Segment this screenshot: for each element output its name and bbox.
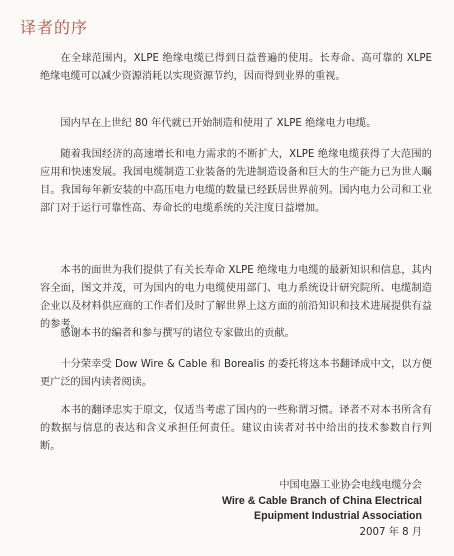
- signature-org-en-line2: Epuipment Industrial Association: [254, 510, 422, 522]
- paragraph-5: 感谢本书的编者和参与撰写的诸位专家做出的贡献。: [60, 328, 295, 339]
- paragraph-7: 本书的翻译忠实于原文，仅适当考虑了国内的一些称谓习惯。译者不对本书所含有的数据与信息的表达和含义承担任何责任。建议由读者对书中给出的技术参数自行判断。: [40, 405, 432, 452]
- paragraph-3: 随着我国经济的高速增长和电力需求的不断扩大，XLPE 绝缘电缆获得了大范围的应用和快速发展。我国电缆制造工业装备的先进制造设备和巨大的生产能力已为世人瞩目。我国每年新安装的中高压电力电缆的数量已经跃居世界前列。国内电力公司和工业部门对于运行可靠性高、寿命长的电缆系统的关注度日益增加。: [40, 149, 432, 214]
- signature-org-cn: 中国电器工业协会电线电缆分会: [279, 480, 422, 491]
- paragraph-2: 国内早在上世纪 80 年代就已开始制造和使用了 XLPE 绝缘电力电缆。: [60, 118, 377, 129]
- paragraph-4: 本书的面世为我们提供了有关长寿命 XLPE 绝缘电力电缆的最新知识和信息，其内容全面，图文并茂，可为国内的电力电缆使用部门、电力系统设计研究院所、电缆制造企业以及材料供应商的工作者们及时了解世界上这方面的前沿知识和技术进展提供有益的参考。: [40, 265, 432, 330]
- signature-date: 2007 年 8 月: [359, 527, 422, 538]
- preface-title: 译者的序: [20, 18, 89, 37]
- signature-org-en-line1: Wire & Cable Branch of China Electrical: [221, 495, 422, 507]
- paragraph-1: 在全球范围内，XLPE 绝缘电缆已得到日益普遍的使用。长寿命、高可靠的 XLPE 绝缘电缆可以减少资源消耗以实现资源节约，因而得到业界的重视。: [40, 53, 432, 82]
- paragraph-6: 十分荣幸受 Dow Wire & Cable 和 Borealis 的委托将这本书翻译成中文，以方便更广泛的国内读者阅读。: [40, 359, 432, 388]
